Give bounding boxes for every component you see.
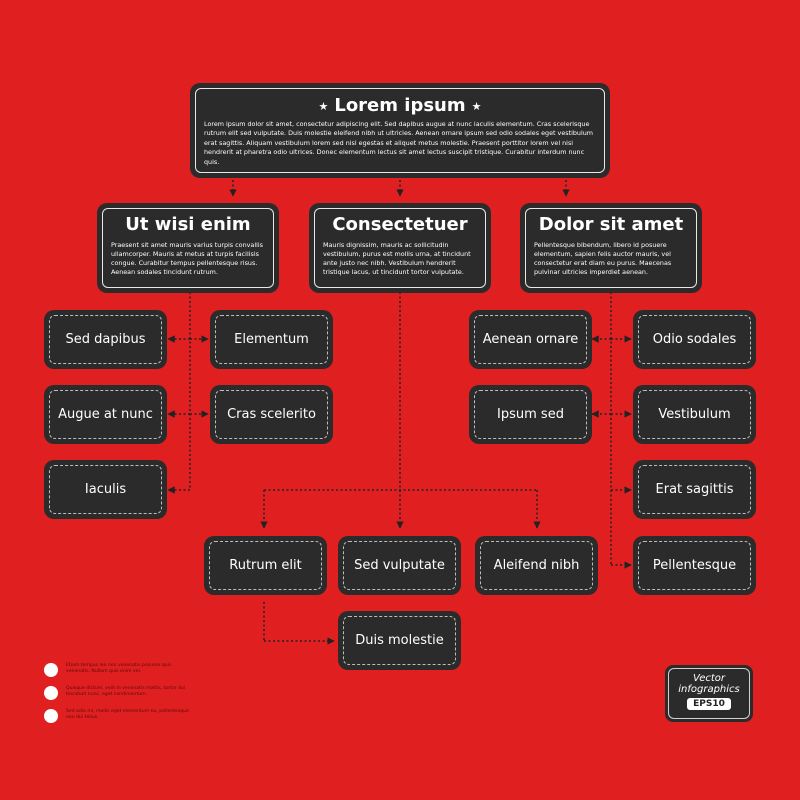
- root-title: ★ Lorem ipsum ★: [318, 95, 482, 116]
- star-icon: ★: [318, 99, 329, 113]
- head-text: Mauris dignissim, mauris ac sollicitudin vestibulum, purus est mollis urna, at tincidunt ante justo nec nibh. Vestibulum hendrerit tristique lacus, ut tincidunt tortor vulputate.: [323, 241, 471, 276]
- head-text: Pellentesque bibendum, libero id posuere elementum, sapien felis auctor mauris, vel consectetur erat diam eu purus. Maecenas pulvinar ultricies imperdiet aenean.: [534, 241, 672, 276]
- legend-bullet-icon: [44, 686, 58, 700]
- node-ipsum-sed: Ipsum sed: [469, 385, 592, 444]
- head-text: Praesent sit amet mauris varius turpis convallis ullamcorper. Mauris at metus at turpis facilisis congue. Curabitur tempus pellentesque risus. Aenean sodales tincidunt rutrum.: [111, 241, 263, 276]
- root-text: Lorem ipsum dolor sit amet, consectetur adipiscing elit. Sed dapibus augue at nunc iaculis elementum. Cras scelerisque rutrum elit sed vulputate. Duis molestie eleifend nibh ut ultricies. Aenean ornare ipsum sed odio sodales eget vestibulum erat sagittis. Aliquam vestibulum lorem sed nisl egestas et aliquet metus molestie. Praesent porttitor lorem vel nisi hendrerit at pharetra odio ultrices. Donec elementum lectus sit amet lectus suscipit tristique. Curabitur interdum nunc quis.: [204, 120, 594, 166]
- node-aleifend-nibh: Aleifend nibh: [475, 536, 598, 595]
- legend-bullet-icon: [44, 663, 58, 677]
- node-erat-sagittis: Erat sagittis: [633, 460, 756, 519]
- star-icon: ★: [471, 99, 482, 113]
- node-augue-at-nunc: Augue at nunc: [44, 385, 167, 444]
- vector-infographics-badge: Vector infographics EPS10: [665, 665, 753, 722]
- node-aenean-ornare: Aenean ornare: [469, 310, 592, 369]
- node-sed-dapibus: Sed dapibus: [44, 310, 167, 369]
- head-box-ut-wisi-enim: [97, 203, 279, 293]
- node-pellentesque: Pellentesque: [633, 536, 756, 595]
- node-vestibulum: Vestibulum: [633, 385, 756, 444]
- head-title: Ut wisi enim: [125, 214, 251, 235]
- node-sed-vulputate: Sed vulputate: [338, 536, 461, 595]
- head-title: Dolor sit amet: [538, 214, 684, 235]
- node-rutrum-elit: Rutrum elit: [204, 536, 327, 595]
- head-box-dolor-sit-amet: [520, 203, 702, 293]
- head-title: Consectetuer: [332, 214, 468, 235]
- legend-bullet-icon: [44, 709, 58, 723]
- root-box: [190, 83, 610, 178]
- node-cras-scelerito: Cras scelerito: [210, 385, 333, 444]
- node-elementum: Elementum: [210, 310, 333, 369]
- node-duis-molestie: Duis molestie: [338, 611, 461, 670]
- node-odio-sodales: Odio sodales: [633, 310, 756, 369]
- eps-label: EPS10: [687, 698, 731, 710]
- head-box-consectetuer: [309, 203, 491, 293]
- node-iaculis: Iaculis: [44, 460, 167, 519]
